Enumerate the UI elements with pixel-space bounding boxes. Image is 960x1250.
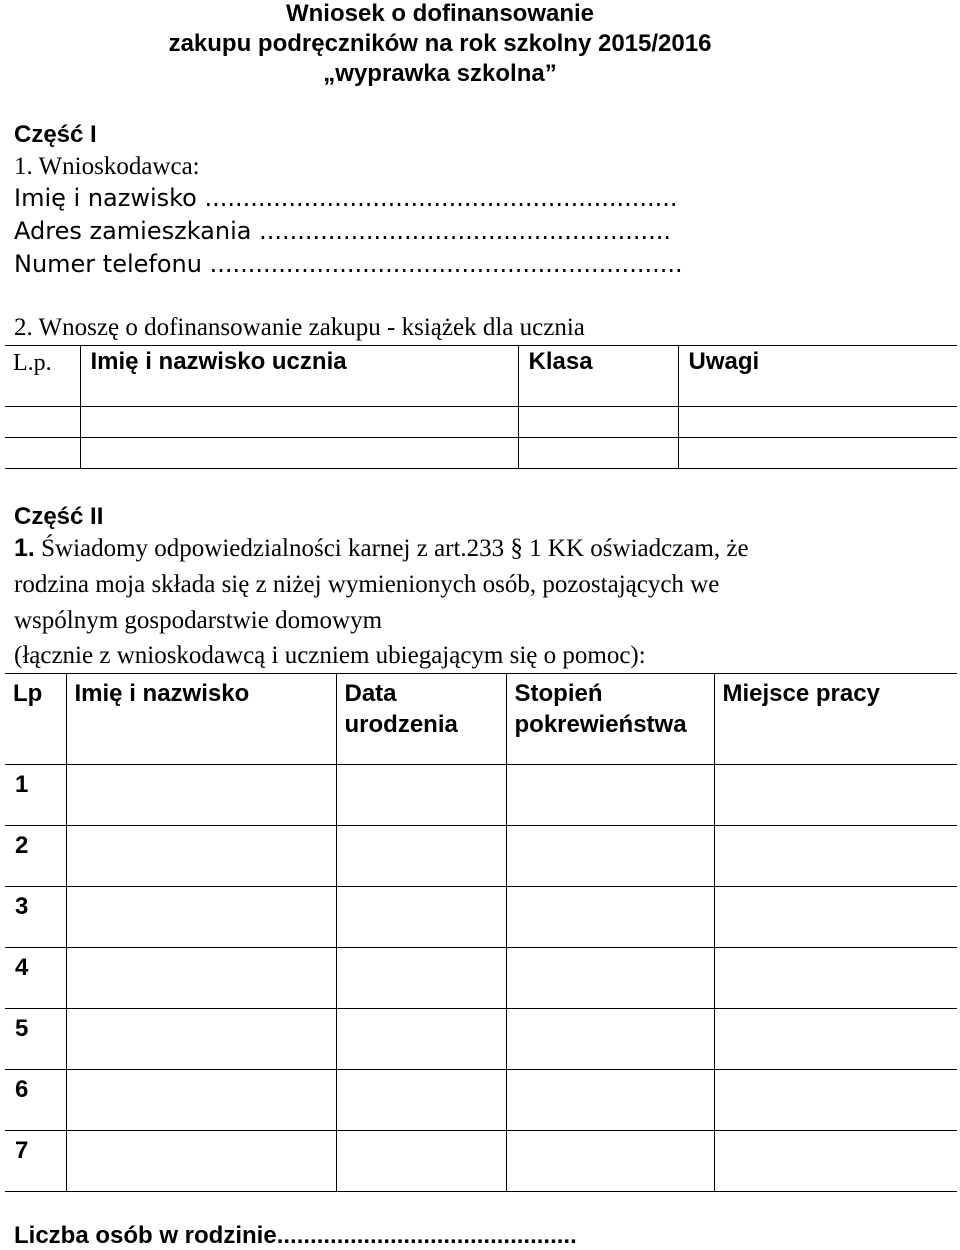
family-cell-name[interactable] bbox=[66, 1131, 336, 1192]
students-cell-lp[interactable] bbox=[5, 407, 80, 438]
funding-request-label: 2. Wnoszę o dofinansowanie zakupu - książek dla ucznia bbox=[14, 314, 585, 341]
family-header-birthdate: Data urodzenia bbox=[336, 674, 506, 765]
family-cell-birthdate[interactable] bbox=[336, 1131, 506, 1192]
family-cell-name[interactable] bbox=[66, 1070, 336, 1131]
family-cell-birthdate[interactable] bbox=[336, 887, 506, 948]
students-cell-notes[interactable] bbox=[678, 407, 957, 438]
family-header-relation: Stopień pokrewieństwa bbox=[506, 674, 714, 765]
family-cell-name[interactable] bbox=[66, 826, 336, 887]
students-cell-lp[interactable] bbox=[5, 438, 80, 469]
applicant-section-label: 1. Wnioskodawca: bbox=[14, 153, 200, 180]
statement-line-1 bbox=[14, 534, 749, 563]
family-row-number: 2 bbox=[5, 826, 66, 887]
students-header-lp: L.p. bbox=[5, 346, 80, 407]
family-cell-birthdate[interactable] bbox=[336, 1009, 506, 1070]
statement-text-1: Świadomy odpowiedzialności karnej z art.233 § 1 KK oświadczam, że bbox=[41, 535, 749, 562]
family-table-row bbox=[5, 887, 957, 948]
family-cell-name[interactable] bbox=[66, 887, 336, 948]
family-row-number: 3 bbox=[5, 887, 66, 948]
statement-line-3: wspólnym gospodarstwie domowym bbox=[14, 607, 383, 634]
family-cell-workplace[interactable] bbox=[714, 948, 957, 1009]
family-cell-workplace[interactable] bbox=[714, 1009, 957, 1070]
students-table-row bbox=[5, 438, 957, 469]
family-table-row bbox=[5, 1070, 957, 1131]
family-header-workplace: Miejsce pracy bbox=[714, 674, 957, 765]
family-table-row bbox=[5, 826, 957, 887]
family-cell-workplace[interactable] bbox=[714, 1070, 957, 1131]
family-cell-workplace[interactable] bbox=[714, 765, 957, 826]
document-title-line-1: Wniosek o dofinansowanie bbox=[285, 0, 595, 27]
family-cell-workplace[interactable] bbox=[714, 826, 957, 887]
family-cell-name[interactable] bbox=[66, 1009, 336, 1070]
family-table-row bbox=[5, 1009, 957, 1070]
applicant-address-field[interactable]: Adres zamieszkania ...................................................... bbox=[14, 217, 672, 245]
family-cell-workplace[interactable] bbox=[714, 887, 957, 948]
students-cell-name[interactable] bbox=[80, 438, 518, 469]
family-row-number: 6 bbox=[5, 1070, 66, 1131]
students-cell-name[interactable] bbox=[80, 407, 518, 438]
family-table-row bbox=[5, 765, 957, 826]
students-table bbox=[5, 345, 957, 469]
family-header-name: Imię i nazwisko bbox=[66, 674, 336, 765]
statement-line-2: rodzina moja składa się z niżej wymienionych osób, pozostających we bbox=[14, 571, 720, 598]
family-table-row bbox=[5, 948, 957, 1009]
students-header-notes: Uwagi bbox=[678, 346, 957, 407]
family-row-number: 4 bbox=[5, 948, 66, 1009]
family-members-table bbox=[5, 673, 957, 1192]
family-table-row bbox=[5, 1131, 957, 1192]
family-cell-birthdate[interactable] bbox=[336, 826, 506, 887]
family-cell-name[interactable] bbox=[66, 765, 336, 826]
family-cell-name[interactable] bbox=[66, 948, 336, 1009]
family-cell-relation[interactable] bbox=[506, 948, 714, 1009]
family-table-header-row bbox=[5, 674, 957, 765]
family-cell-birthdate[interactable] bbox=[336, 1070, 506, 1131]
students-cell-class[interactable] bbox=[518, 407, 678, 438]
family-cell-relation[interactable] bbox=[506, 1131, 714, 1192]
family-row-number: 1 bbox=[5, 765, 66, 826]
students-header-name: Imię i nazwisko ucznia bbox=[80, 346, 518, 407]
document-title-line-2: zakupu podręczników na rok szkolny 2015/2016 bbox=[168, 30, 712, 57]
students-cell-notes[interactable] bbox=[678, 438, 957, 469]
family-cell-birthdate[interactable] bbox=[336, 765, 506, 826]
applicant-phone-field[interactable]: Numer telefonu .............................................................. bbox=[14, 250, 683, 278]
document-title-line-3: „wyprawka szkolna” bbox=[323, 60, 557, 87]
statement-line-4: (łącznie z wnioskodawcą i uczniem ubiegającym się o pomoc): bbox=[14, 642, 646, 669]
family-count-field[interactable]: Liczba osób w rodzinie............................................. bbox=[14, 1222, 577, 1249]
students-table-row bbox=[5, 407, 957, 438]
family-row-number: 5 bbox=[5, 1009, 66, 1070]
family-cell-relation[interactable] bbox=[506, 826, 714, 887]
family-cell-relation[interactable] bbox=[506, 1009, 714, 1070]
family-cell-birthdate[interactable] bbox=[336, 948, 506, 1009]
family-cell-relation[interactable] bbox=[506, 765, 714, 826]
students-table-header-row bbox=[5, 346, 957, 407]
part2-heading: Część II bbox=[14, 503, 104, 530]
students-cell-class[interactable] bbox=[518, 438, 678, 469]
statement-number: 1. bbox=[14, 534, 35, 562]
part1-heading: Część I bbox=[14, 121, 97, 148]
family-header-lp: Lp bbox=[5, 674, 66, 765]
students-header-class: Klasa bbox=[518, 346, 678, 407]
family-cell-relation[interactable] bbox=[506, 887, 714, 948]
family-row-number: 7 bbox=[5, 1131, 66, 1192]
family-cell-workplace[interactable] bbox=[714, 1131, 957, 1192]
applicant-name-field[interactable]: Imię i nazwisko .............................................................. bbox=[14, 184, 678, 212]
family-cell-relation[interactable] bbox=[506, 1070, 714, 1131]
